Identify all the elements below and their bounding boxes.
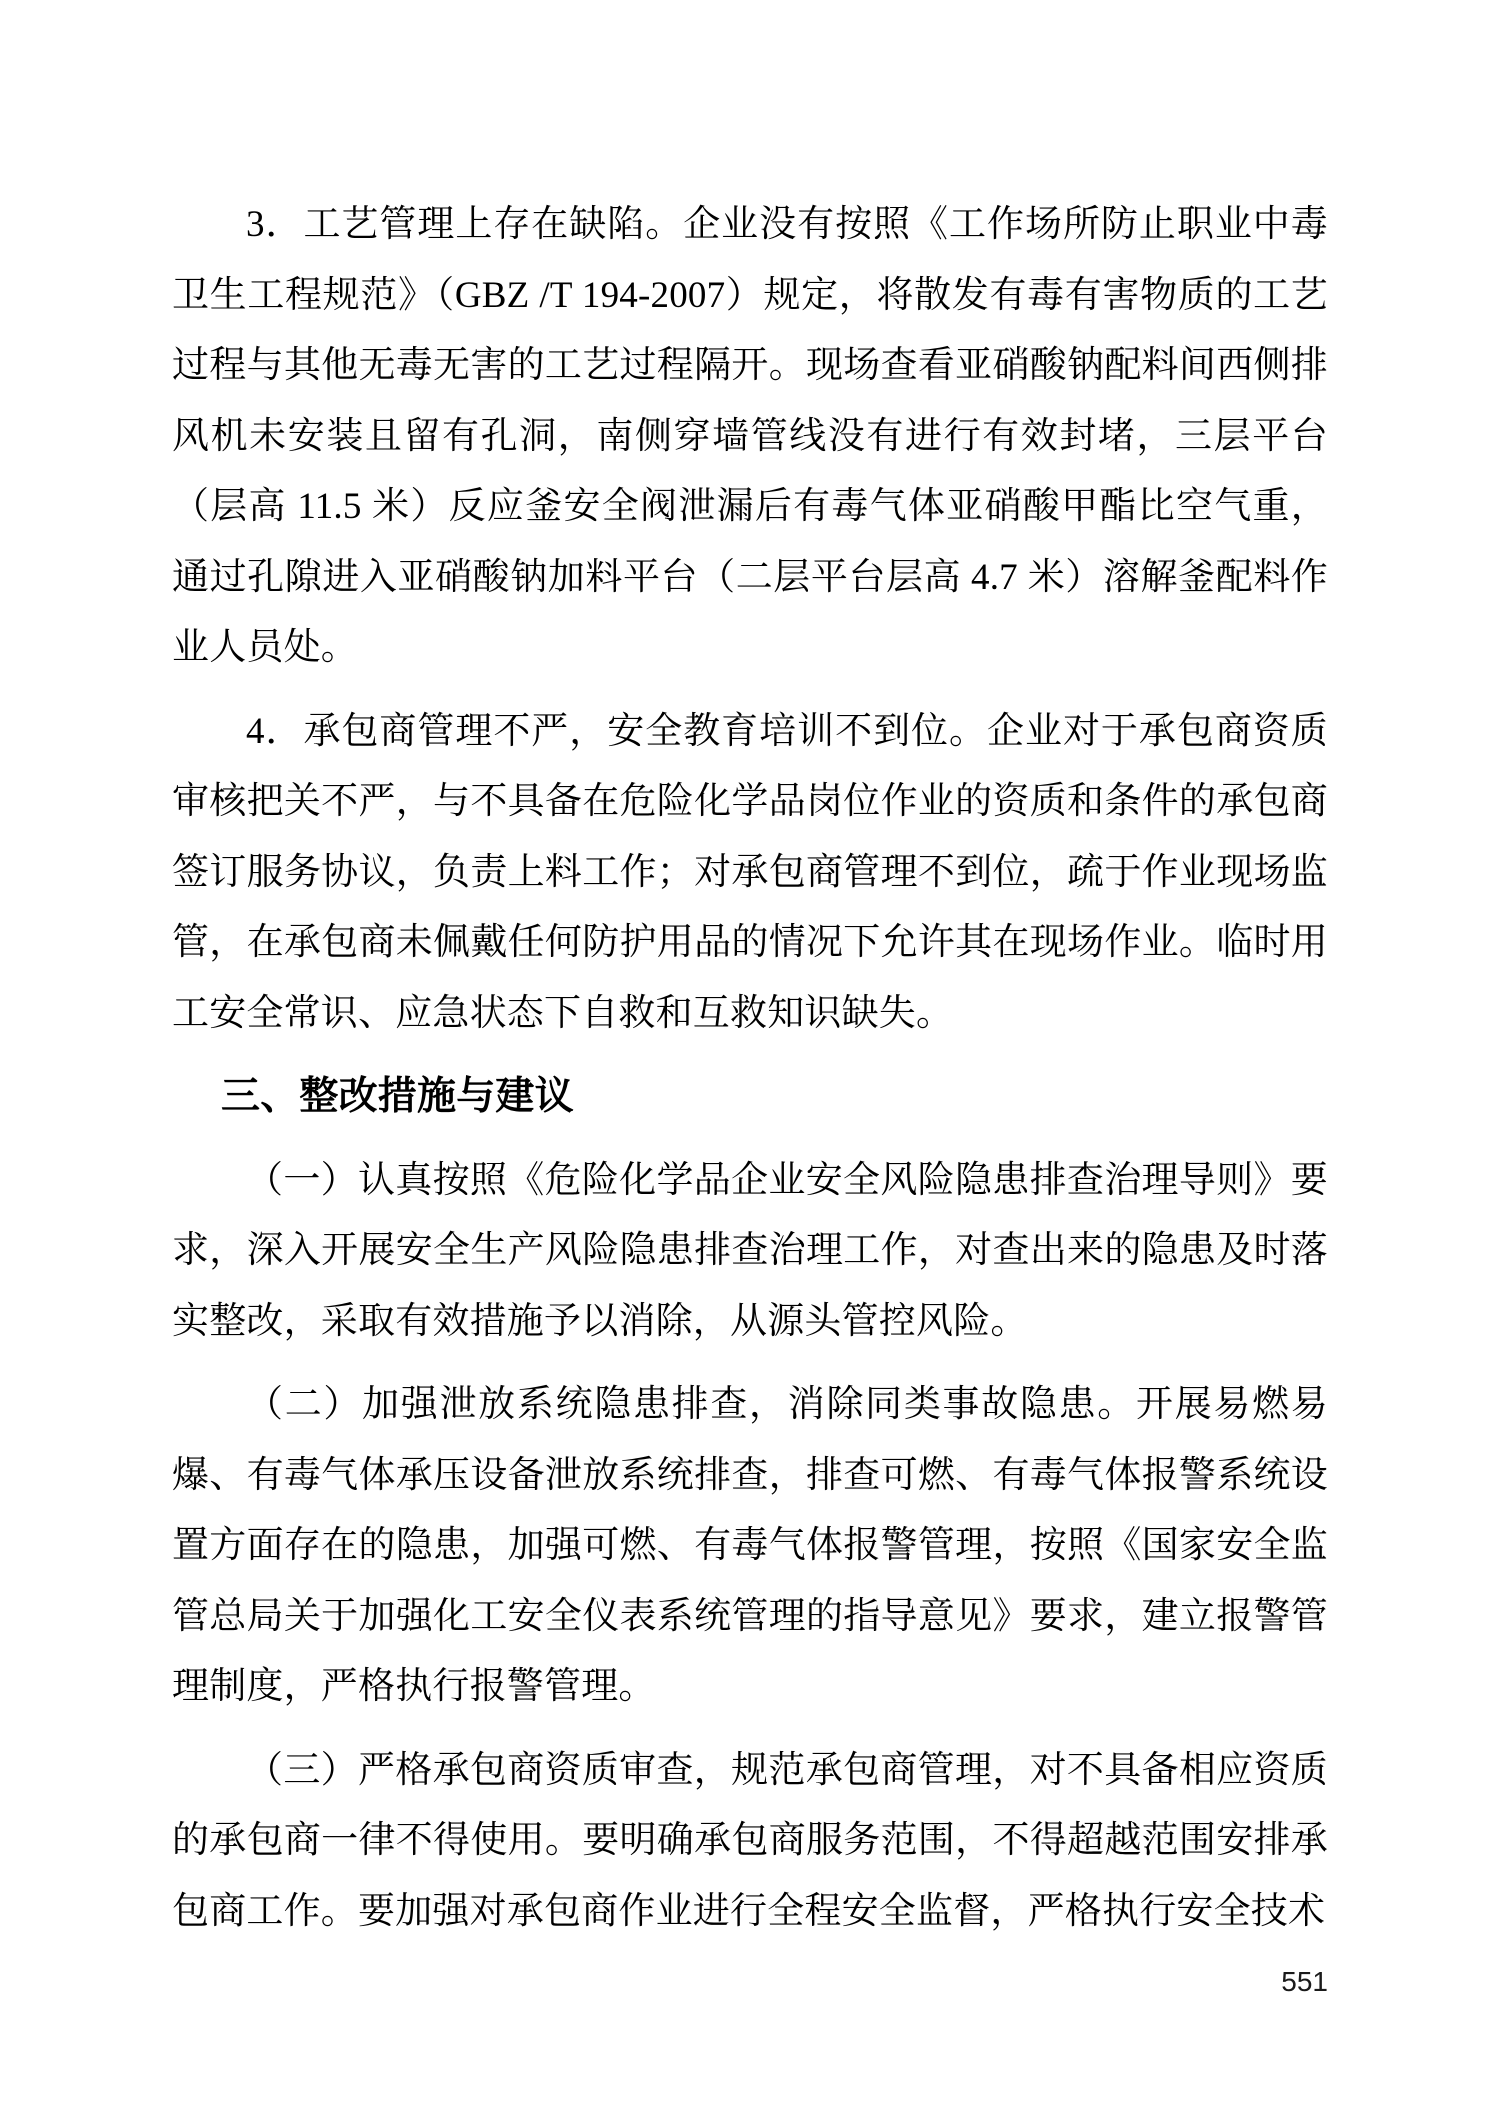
paragraph-measure-1: （一）认真按照《危险化学品企业安全风险隐患排查治理导则》要求，深入开展安全生产风险隐患排查治理工作，对查出来的隐患及时落实整改，采取有效措施予以消除，从源头管控风险。: [172, 1159, 1328, 1342]
page-number: 551: [1281, 1966, 1328, 1997]
paragraph-measure-2: （二）加强泄放系统隐患排查，消除同类事故隐患。开展易燃易爆、有毒气体承压设备泄放系统排查，排查可燃、有毒气体报警系统设置方面存在的隐患，加强可燃、有毒气体报警管理，按照《国家安全监管总局关于加强化工安全仪表系统管理的指导意见》要求，建立报警管理制度，严格执行报警管理。: [172, 1384, 1328, 1707]
document-body: [172, 190, 1328, 1960]
section-heading-rectification-measures: 三、整改措施与建议: [221, 1075, 574, 1118]
paragraph-item-3-process-management: 3．工艺管理上存在缺陷。企业没有按照《工作场所防止职业中毒卫生工程规范》（GBZ /T 194-2007）规定，将散发有毒有害物质的工艺过程与其他无毒无害的工艺过程隔开。现场查看亚硝酸钠配料间西侧排风机未安装且留有孔洞，南侧穿墙管线没有进行有效封堵，三层平台（层高 11.5 米）反应釜安全阀泄漏后有毒气体亚硝酸甲酯比空气重，通过孔隙进入亚硝酸钠加料平台（二层平台层高 4.7 米）溶解釜配料作业人员处。: [172, 204, 1328, 668]
paragraph-item-4-contractor-management: 4．承包商管理不严，安全教育培训不到位。企业对于承包商资质审核把关不严，与不具备在危险化学品岗位作业的资质和条件的承包商签订服务协议，负责上料工作；对承包商管理不到位，疏于作业现场监管，在承包商未佩戴任何防护用品的情况下允许其在现场作业。临时用工安全常识、应急状态下自救和互救知识缺失。: [172, 710, 1328, 1034]
paragraph-measure-3: （三）严格承包商资质审查，规范承包商管理，对不具备相应资质的承包商一律不得使用。要明确承包商服务范围，不得超越范围安排承包商工作。要加强对承包商作业进行全程安全监督，严格执行安全技术: [172, 1749, 1328, 1932]
